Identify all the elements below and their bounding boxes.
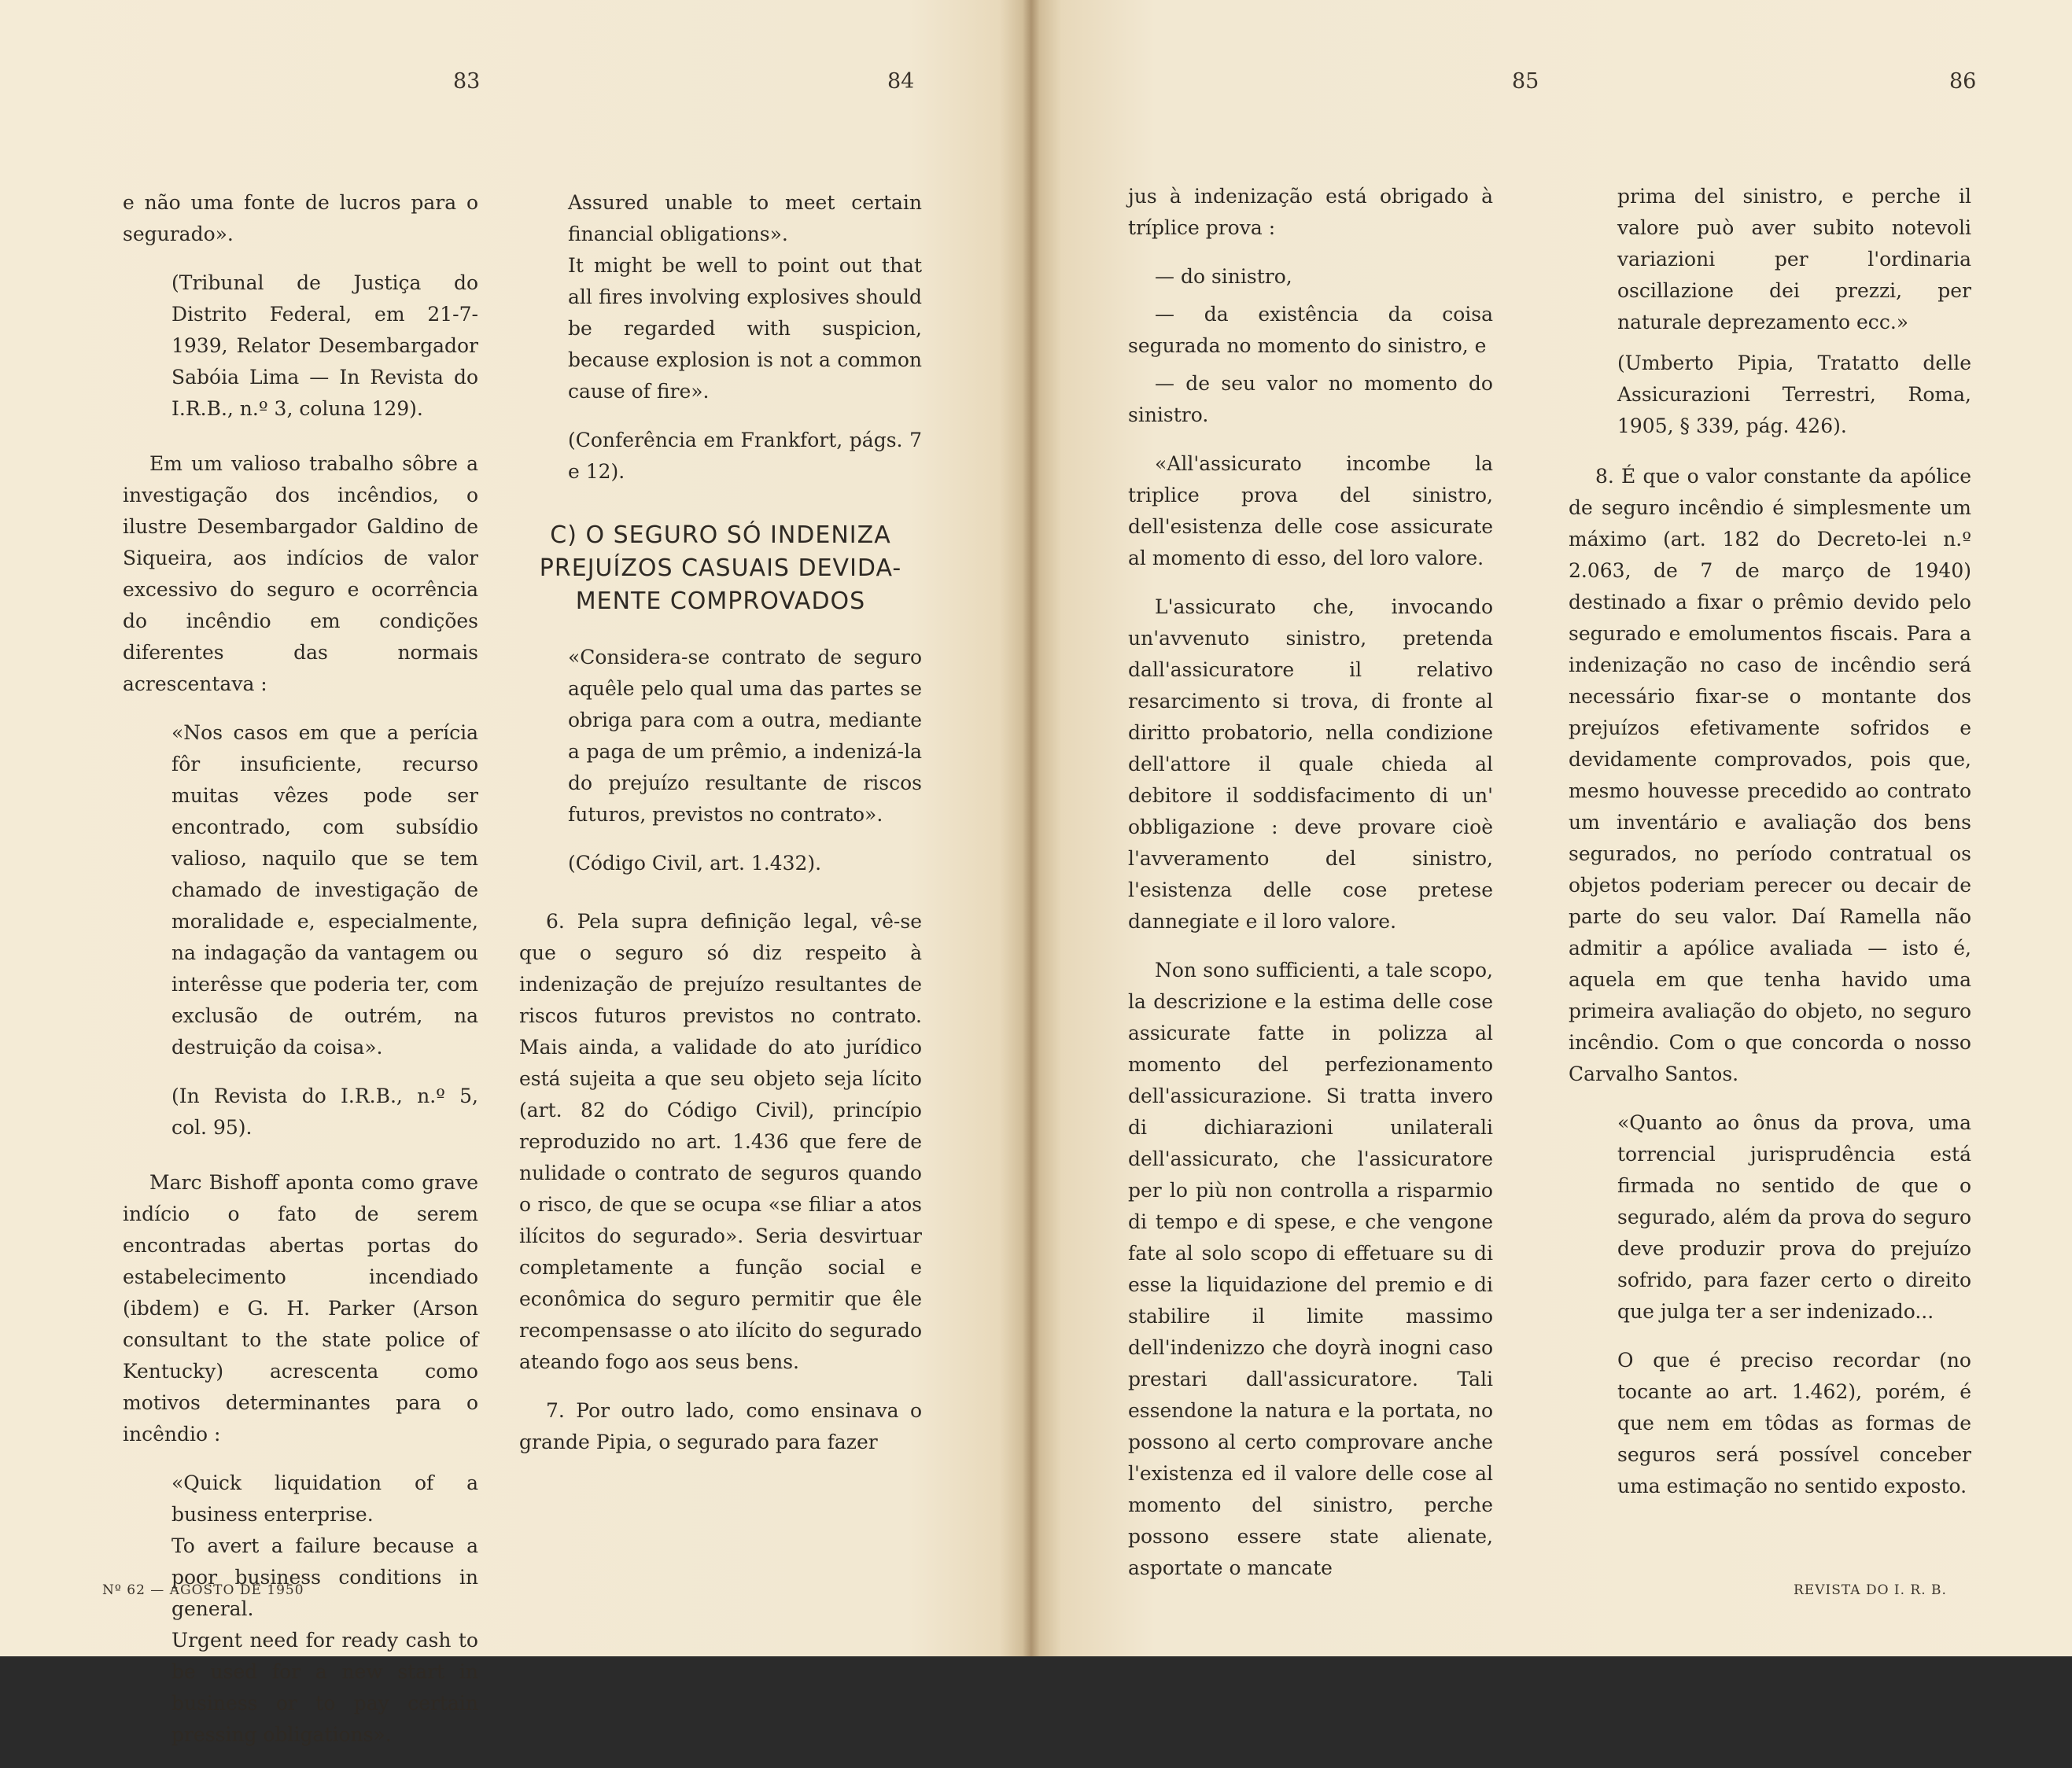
block-quote: It might be well to point out that all fires involving explosives should be regarded with suspicion, because explosion is not a common cause of fire». [568,254,922,403]
page-number-86: 86 [1949,69,1977,94]
book-spine [1023,0,1040,1656]
block-quote: L'assicurato che, invocando un'avvenuto sinistro, pretenda dall'assicuratore il relativo resarcimento si trova, di fronte al diritto probatorio, nella condizione dell'attore il quale chieda al debitore il soddisfacimento di un' obbligazione : deve provare cioè l'avveramento del sinistro, l'esistenza delle cose pretese dannegiate e il loro valore. [1128,595,1493,933]
right-page [1030,0,2072,1656]
block-quote: «Quanto ao ônus da prova, uma torrencial jurisprudência está firmada no sentido de que o segurado, além da prova do seguro deve produzir prova do prejuízo sofrido, para fazer certo o direito que julga ter a ser indenizado... [1617,1111,1971,1323]
list-item: — de seu valor no momento do sinistro. [1128,372,1493,426]
citation: (Código Civil, art. 1.432). [568,852,822,875]
citation: (Tribunal de Justiça do Distrito Federal, em 21-7-1939, Relator Desembargador Sabóia Lima — In Revista do I.R.B., n.º 3, coluna 129). [171,271,478,420]
paragraph: Marc Bishoff aponta como grave indício o fato de serem encontradas abertas portas do estabelecimento incendiado (ibdem) e G. H. Parker (Arson consultant to the state police of Kentucky) acrescenta como motivos determinantes para o incêndio : [123,1171,478,1446]
column-page-85 [1128,181,1493,1601]
block-quote: Urgent need for ready cash to be used for a new start in business or to pay certain pressing obligations». [171,1629,478,1746]
page-number-83: 83 [453,69,481,94]
block-quote: prima del sinistro, e perche il valore può aver subito notevoli variazioni per l'ordinaria oscillazione dei prezzi, per naturale deprezamento ecc.» [1617,185,1971,333]
column-page-86 [1569,181,1971,1519]
paragraph: 6. Pela supra definição legal, vê-se que o seguro só diz respeito à indenização de prejuízo resultantes de riscos futuros previstos no contrato. Mais ainda, a validade do ato jurídico está sujeita a que seu objeto seja lícito (art. 82 do Código Civil), princípio reproduzido no art. 1.436 que fere de nulidade o contrato de seguros quando o risco, de que se ocupa «se filiar a atos ilícitos do segurado». Seria desvirtuar completamente a função social e econômica do seguro permitir que êle recompensasse o ato ilícito do segurado ateando fogo aos seus bens. [519,910,922,1373]
block-quote: «Nos casos em que a perícia fôr insuficiente, recurso muitas vêzes pode ser encontrado, com subsídio valioso, naquilo que se tem chamado de investigação de moralidade e, especialmente, na indagação da vantagem ou interêsse que poderia ter, com exclusão de outrém, na destruição da coisa». [171,721,478,1059]
section-heading-line: MENTE COMPROVADOS [575,587,866,615]
page-number-85: 85 [1512,69,1539,94]
block-quote: Assured unable to meet certain financial obligations». [568,191,922,245]
page-number-84: 84 [887,69,915,94]
footer-issue: Nº 62 — AGOSTO DE 1950 [102,1582,304,1598]
paragraph: e não uma fonte de lucros para o segurado». [123,191,478,245]
citation: (Conferência em Frankfort, págs. 7 e 12). [568,429,922,483]
section-heading-line: C) O SEGURO SÓ INDENIZA [550,521,891,549]
paragraph: 8. É que o valor constante da apólice de seguro incêndio é simplesmente um máximo (art. 182 do Decreto-lei n.º 2.063, de 7 de março de 1940) destinado a fixar o prêmio devido pelo segurado e emolumentos fiscais. Para a indenização no caso de incêndio será necessário fixar-se o montante dos prejuízos efetivamente sofridos e devidamente comprovados, pois que, mesmo houvesse precedido ao contrato um inventário e avaliação dos bens segurados, no período contratual os objetos poderiam perecer ou decair de parte do seu valor. Daí Ramella não admitir a apólice avaliada — isto é, aquela em que tenha havido uma primeira avaliação do objeto, no seguro incêndio. Com o que concorda o nosso Carvalho Santos. [1569,465,1971,1085]
section-heading [519,519,922,618]
paragraph: Em um valioso trabalho sôbre a investigação dos incêndios, o ilustre Desembargador Galdino de Siqueira, aos indícios de valor excessivo do seguro e ocorrência do incêndio em condições diferentes das normais acrescentava : [123,452,478,695]
block-quote: «Quick liquidation of a business enterprise. [171,1471,478,1526]
block-quote: O que é preciso recordar (no tocante ao art. 1.462), porém, é que nem em tôdas as formas de seguros será possível conceber uma estimação no sentido exposto. [1617,1349,1971,1497]
block-quote: To avert a failure because a poor business conditions in general. [171,1534,478,1620]
citation: (Umberto Pipia, Tratatto delle Assicurazioni Terrestri, Roma, 1905, § 339, pág. 426). [1617,352,1971,437]
citation: (In Revista do I.R.B., n.º 5, col. 95). [171,1085,478,1139]
block-quote: «Considera-se contrato de seguro aquêle pelo qual uma das partes se obriga para com a outra, mediante a paga de um prêmio, a indenizá-la do prejuízo resultante de riscos futuros, previstos no contrato». [568,646,922,826]
section-heading-line: PREJUÍZOS CASUAIS DEVIDA- [539,554,902,582]
paragraph: 7. Por outro lado, como ensinava o grande Pipia, o segurado para fazer [519,1399,922,1453]
left-page [0,0,1030,1746]
block-quote: «All'assicurato incombe la triplice prova del sinistro, dell'esistenza delle cose assicurate al momento di esso, del loro valore. [1128,452,1493,569]
block-quote: Non sono sufficienti, a tale scopo, la descrizione e la estima delle cose assicurate fatte in polizza al momento del perfezionamento dell'assicurazione. Si tratta invero di dichiarazioni unilaterali dell'assicurato, che l'assicuratore per lo più non controlla a risparmio di tempo e di spese, e che vengone fate al solo scopo di effetuare su di esse la liquidazione del premio e di stabilire il limite massimo dell'indenizzo che doyrà inogni caso prestari dall'assicuratore. Tali essendone la natura e la portata, no possono al certo comprovare anche l'existenza ed il valore delle cose al momento del sinistro, perche possono essere state alienate, asportate o mancate [1128,959,1493,1579]
column-page-83 [123,187,478,1768]
list-item: — do sinistro, [1155,265,1292,288]
list-item: — da existência da coisa segurada no momento do sinistro, e [1128,303,1493,357]
paragraph: jus à indenização está obrigado à tríplice prova : [1128,185,1493,239]
column-page-84 [519,187,922,1475]
footer-journal: REVISTA DO I. R. B. [1794,1582,1947,1598]
